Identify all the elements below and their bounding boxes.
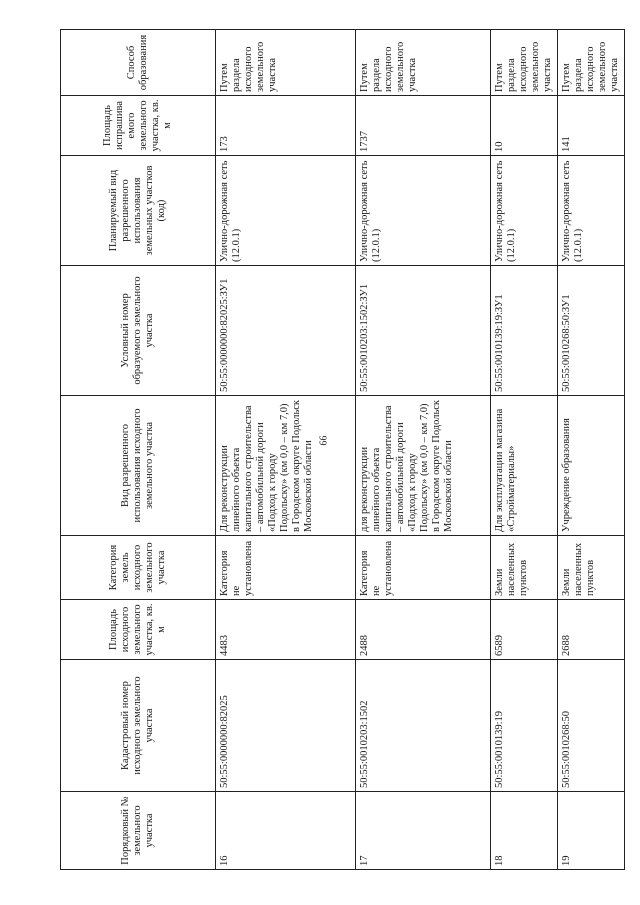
land-category: Категория не установлена bbox=[216, 536, 356, 600]
page-number: 99 bbox=[316, 435, 328, 446]
planned-use: Улично-дорожная сеть (12.0.1) bbox=[356, 156, 491, 266]
formation-method: Путем раздела исходного земельного участка bbox=[558, 30, 625, 96]
requested-area: 141 bbox=[558, 96, 625, 156]
area-value: 2488 bbox=[356, 600, 491, 660]
header-cell: Вид разрешенного использования исходного земельного участка bbox=[61, 396, 216, 536]
requested-area: 1737 bbox=[356, 96, 491, 156]
cadastral-number: 50:55:0010268:50 bbox=[558, 660, 625, 792]
new-plot-number: 50:55:0000000:82025:ЗУ1 bbox=[216, 266, 356, 396]
planned-use: Улично-дорожная сеть (12.0.1) bbox=[216, 156, 356, 266]
new-plot-number: 50:55:0010203:1502:ЗУ1 bbox=[356, 266, 491, 396]
header-cell: Категория земель исходного земельного участка bbox=[61, 536, 216, 600]
header-cell: Порядковый № земельного участка bbox=[61, 792, 216, 870]
new-plot-number: 50:55:0010268:50:ЗУ1 bbox=[558, 266, 625, 396]
cadastral-number: 50:55:0010203:1502 bbox=[356, 660, 491, 792]
planned-use: Улично-дорожная сеть (12.0.1) bbox=[491, 156, 558, 266]
rotated-table-container bbox=[60, 30, 620, 870]
table-row bbox=[216, 30, 356, 870]
permitted-use: Учреждение образования bbox=[558, 396, 625, 536]
planned-use: Улично-дорожная сеть (12.0.1) bbox=[558, 156, 625, 266]
row-number: 17 bbox=[356, 792, 491, 870]
cadastral-number: 50:55:0010139:19 bbox=[491, 660, 558, 792]
table-row bbox=[356, 30, 491, 870]
area-value: 2688 bbox=[558, 600, 625, 660]
header-cell: Кадастровый номер исходного земельного участка bbox=[61, 660, 216, 792]
table-row bbox=[491, 30, 558, 870]
formation-method: Путем раздела исходного земельного участка bbox=[216, 30, 356, 96]
land-category: Земли населенных пунктов bbox=[558, 536, 625, 600]
permitted-use: Для реконструкции линейного объекта капитального строительства – автомобильной дороги «Подход к городу Подольску» (км 0,0 – км 7,0) в Городском округе Подольск Московской области bbox=[216, 396, 356, 536]
area-value: 4483 bbox=[216, 600, 356, 660]
header-cell: Способ образования bbox=[61, 30, 216, 96]
land-plots-table bbox=[60, 29, 625, 870]
cadastral-number: 50:55:0000000:82025 bbox=[216, 660, 356, 792]
new-plot-number: 50:55:0010139:19:ЗУ1 bbox=[491, 266, 558, 396]
land-category: Земли населенных пунктов bbox=[491, 536, 558, 600]
header-cell: Условный номер образуемого земельного участка bbox=[61, 266, 216, 396]
header-cell: Площадь испрашиваемого земельного участка, кв. м bbox=[61, 96, 216, 156]
header-cell: Планируемый вид разрешенного использования земельных участков (код) bbox=[61, 156, 216, 266]
formation-method: Путем раздела исходного земельного участка bbox=[356, 30, 491, 96]
land-category: Категория не установлена bbox=[356, 536, 491, 600]
permitted-use: для реконструкции линейного объекта капитального строительства – автомобильной дороги «Подход к городу Подольску» (км 0,0 – км 7,0) в Городском округе Подольск Московской области bbox=[356, 396, 491, 536]
row-number: 16 bbox=[216, 792, 356, 870]
row-number: 18 bbox=[491, 792, 558, 870]
header-cell: Площадь исходного земельного участка, кв. м bbox=[61, 600, 216, 660]
requested-area: 10 bbox=[491, 96, 558, 156]
row-number: 19 bbox=[558, 792, 625, 870]
requested-area: 173 bbox=[216, 96, 356, 156]
area-value: 6589 bbox=[491, 600, 558, 660]
table-row bbox=[558, 30, 625, 870]
table-header-row bbox=[61, 30, 216, 870]
formation-method: Путем раздела исходного земельного участка bbox=[491, 30, 558, 96]
permitted-use: Для эксплуатации магазина «Стройматериалы» bbox=[491, 396, 558, 536]
